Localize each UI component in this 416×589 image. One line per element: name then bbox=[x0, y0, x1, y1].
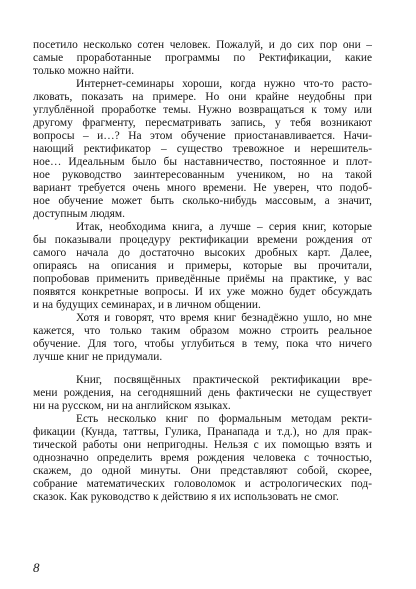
text-line: лучше книг не придумали. bbox=[33, 351, 163, 363]
page-number: 8 bbox=[33, 560, 40, 575]
text-line: ное… Идеальным было бы наставничество, постоянное и плот- bbox=[33, 156, 372, 168]
text-line: углублённой проработке темы. Нужно возвращаться к тому или bbox=[33, 104, 372, 116]
text-line: скажем, до одной минуты. Они представляют собой, скорее, bbox=[33, 465, 372, 477]
text-line: нающий ректификатор – существо тревожное и нерешитель- bbox=[33, 143, 372, 155]
text-line: опираясь на описания и примеры, которые вы прочитали, bbox=[33, 260, 372, 272]
text-line: Есть несколько книг по формальным методам ректи- bbox=[76, 413, 372, 425]
text-line: сказок. Как руководство к действию я их использовать не смог. bbox=[33, 491, 339, 503]
text-line: Книг, посвящённых практической ректификации вре- bbox=[76, 374, 372, 386]
text-line: доступным людям. bbox=[33, 208, 125, 220]
text-line: обучение. Для того, чтобы углубиться в тему, пока что ничего bbox=[33, 338, 372, 350]
text-line: и на будущих семинарах, и в личном общении. bbox=[33, 299, 261, 311]
text-line: ное руководство заинтересованным учеником, но на такой bbox=[33, 169, 372, 181]
text-line: тической работы они непригодны. Нельзя с их помощью взять и bbox=[33, 439, 372, 451]
text-line: другому фрагменту, пересматривать запись, у тебя возникают bbox=[33, 117, 372, 129]
text-line: лковать, показать на примере. Но они крайне неудобны при bbox=[33, 91, 372, 103]
text-line: однозначно определить время рождения человека с точностью, bbox=[33, 452, 372, 464]
text-line: кажется, что только таким образом можно строить реальное bbox=[33, 325, 372, 337]
text-line: Интернет-семинары хороши, когда нужно что-то расто- bbox=[76, 78, 372, 90]
text-line: вариант требуется очень много времени. Не уверен, что подоб- bbox=[33, 182, 372, 194]
text-line: самого начала до достаточно высоких дробных карт. Далее, bbox=[33, 247, 372, 259]
text-line: самые проработанные программы по Ректификации, какие bbox=[33, 52, 372, 64]
text-line: вопросы – и…? На этом обучение приостанавливается. Начи- bbox=[33, 130, 372, 142]
text-line: попробовав применить приведённые приёмы на практике, у вас bbox=[33, 273, 372, 285]
text-line: фикации (Кунда, таттвы, Гулика, Пранапада и т.д.), но для прак- bbox=[33, 426, 372, 438]
text-line: посетило несколько сотен человек. Пожалуй, и до сих пор они – bbox=[33, 39, 372, 51]
text-line: появятся конкретные вопросы. И их уже можно будет обсуждать bbox=[33, 286, 372, 298]
text-line: ное обучение может быть сколько-нибудь массовым, а значит, bbox=[33, 195, 372, 207]
text-line: мени рождения, на сегодняшний день фактически не существует bbox=[33, 387, 372, 399]
text-line: только можно найти. bbox=[33, 65, 135, 77]
text-line: Итак, необходима книга, а лучше – серия книг, которые bbox=[76, 221, 372, 233]
text-line: собрание математических головоломок и астрологических под- bbox=[33, 478, 372, 490]
text-line: Хотя и говорят, что время книг безнадёжно ушло, но мне bbox=[76, 312, 372, 324]
text-line: бы показывали процедуру ректификации времени рождения от bbox=[33, 234, 372, 246]
text-line: ни на русском, ни на английском языках. bbox=[33, 400, 231, 412]
